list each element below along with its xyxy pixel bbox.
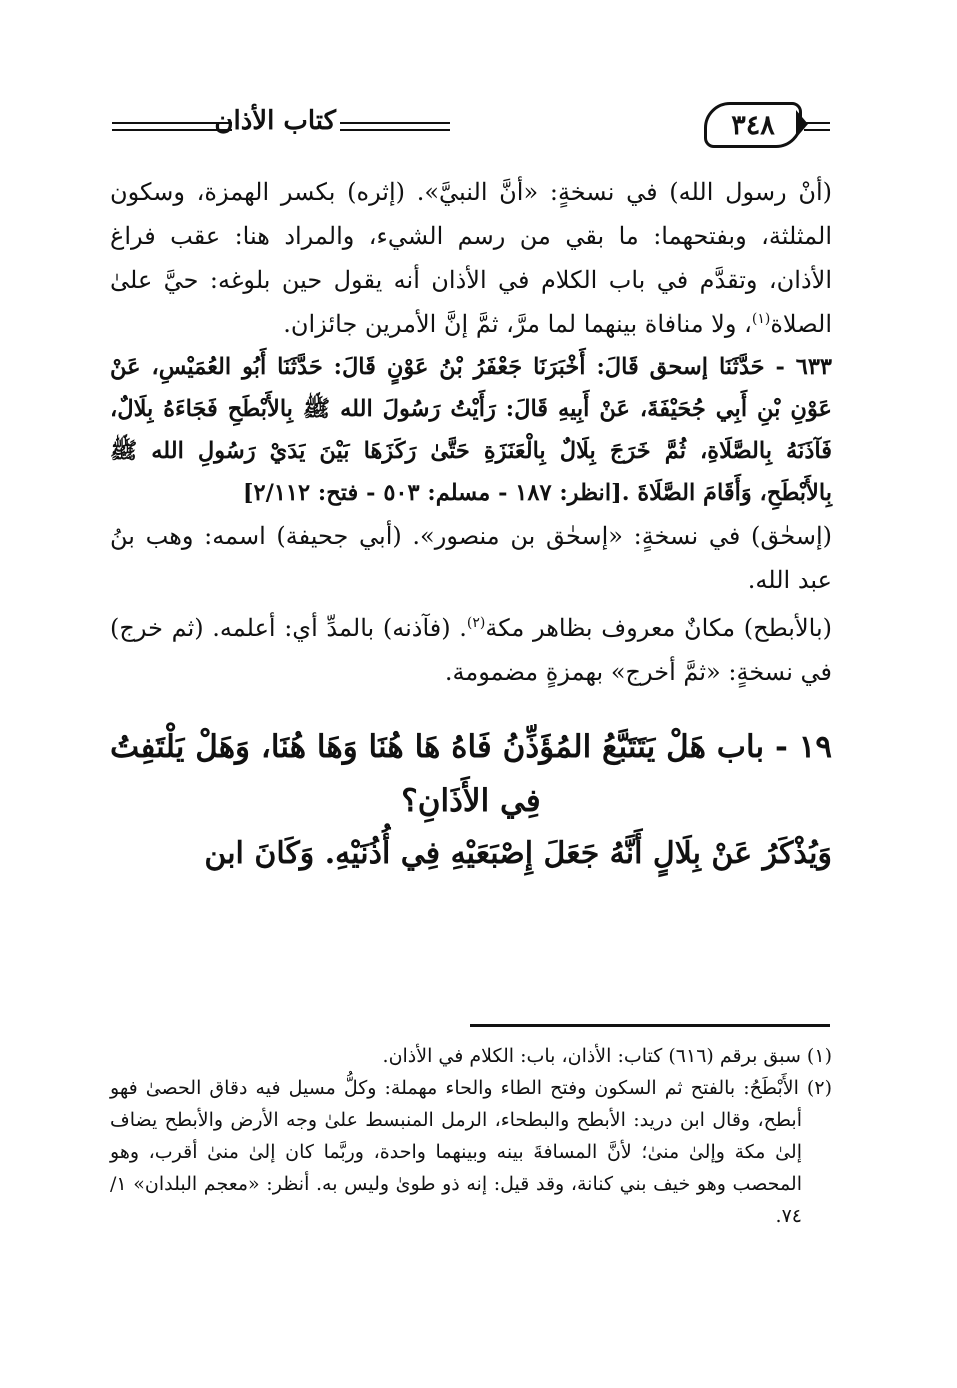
footnote-2: (٢) الأَبْطَحُ: بالفتح ثم السكون وفتح الطاء والحاء مهملة: وكلُّ مسيل فيه دقاق الحصىٰ فهو أبطح، وقال ابن دريد: الأبطح والبطحاء، الرمل المنبسط علىٰ وجه الأرض والأبطح يضاف إلىٰ مكة وإلىٰ منىٰ؛ لأنَّ المسافةَ بينه وبينهما واحدة، وربَّما كان إلىٰ منىٰ أقرب، وهو المحصب وهو خيف بني كنانة، وقد قيل: إنه ذو طوىٰ وليس به. أنظر: «معجم البلدان» ١/ ٧٤. [110, 1077, 832, 1227]
page-number-badge [704, 102, 802, 148]
commentary-text: (بالأبطح) مكانٌ معروف بظاهر مكة [485, 614, 832, 642]
footnote-ref[interactable]: (١) [751, 311, 771, 327]
hadith-text: ٦٣٣ - حَدَّثَنَا إسحق قَالَ: أَخْبَرَنَا جَعْفَرُ بْنُ عَوْنٍ قَالَ: حَدَّثَنَا أَبُو العُمَيْسِ، عَنْ عَوْنِ بْنِ أَبِي جُحَيْفَةَ، عَنْ أَبِيهِ قَالَ: رَأَيْتُ رَسُولَ الله ﷺ بِالأَبْطَحِ فَجَاءَهُ بِلَالٌ، فَآذَنَهُ بِالصَّلَاةِ، ثُمَّ خَرَجَ بِلَالٌ بِالْعَنَزَةِ حَتَّىٰ رَكَزَهَا بَيْنَ يَدَيْ رَسُولِ الله ﷺ بِالأَبْطَحِ، وَأَقَامَ الصَّلَاةَ .[انظر: ١٨٧ - مسلم: ٥٠٣ - فتح: ٢/١١٢] [110, 354, 832, 506]
footnote-ref[interactable]: (٢) [466, 615, 486, 631]
footnote-1: (١) سبق برقم (٦١٦) كتاب: الأذان، باب: الكلام في الأذان. [382, 1045, 832, 1067]
footnote-separator [470, 1024, 830, 1027]
footnotes [110, 1040, 832, 1232]
chapter-subline: وَيُذْكَرُ عَنْ بِلَالٍ أَنَّهُ جَعَلَ إِصْبَعَيْهِ فِي أُذُنَيْهِ. وَكَانَ ابن [204, 836, 832, 871]
commentary-text: (أنْ رسول الله) في نسخةٍ: «أنَّ النبيَّ». (إثره) بكسر الهمزة، وسكون المثلثة، وبفتحهما: ما بقي من رسم الشيء، والمراد هنا: عقب فراغ الأذان، وتقدَّم في باب الكلام في الأذان أنه يقول حين بلوغه: حيَّ علىٰ الصلاة [110, 178, 832, 338]
badge-arrow-ornament [796, 110, 808, 138]
commentary-text: . (فآذنه) بالمدِّ أي: أعلمه. (ثم خرج) في نسخةٍ: «ثمَّ أخرج» بهمزةٍ مضمومة. [110, 614, 832, 686]
header-rule [340, 122, 450, 124]
header-rule [804, 122, 830, 124]
book-title: كتاب الأذان [214, 106, 336, 136]
commentary-paragraph [110, 606, 832, 694]
header-rule [804, 129, 830, 131]
commentary-text: ، ولا منافاة بينهما لما مرَّ، ثمَّ إنَّ الأمرين جائزان. [283, 310, 752, 338]
chapter-heading: ١٩ - باب هَلْ يَتَتَبَّعُ المُؤَذِّنُ فَاهُ هَا هُنَا وَهَا هُنَا، وَهَلْ يَلْتَفِتُ فِي الأَذَانِ؟ [110, 729, 832, 819]
running-header [112, 98, 830, 154]
main-text [110, 170, 832, 880]
header-rule [340, 129, 450, 131]
page-number: ٣٤٨ [731, 109, 775, 141]
commentary-paragraph [110, 170, 832, 346]
commentary-paragraph: (إسحٰق) في نسخةٍ: «إسحٰق بن منصور». (أبي جحيفة) اسمه: وهب بنُ عبد الله. [110, 522, 832, 594]
